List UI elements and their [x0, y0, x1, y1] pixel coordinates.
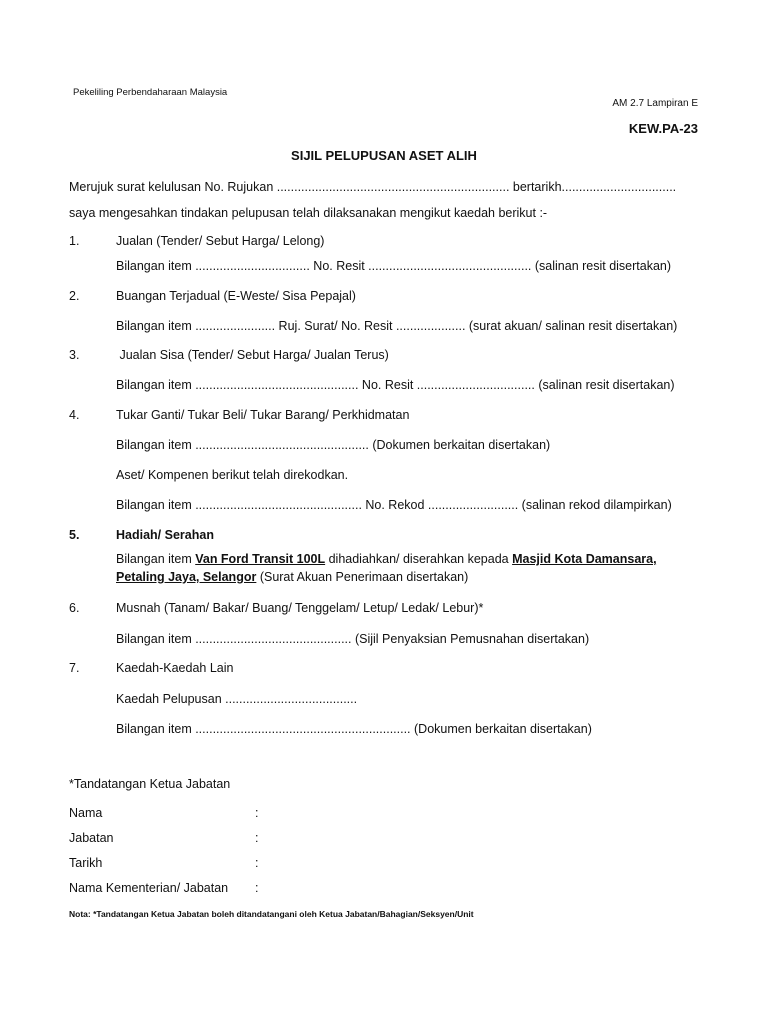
section-6-heading: Musnah (Tanam/ Bakar/ Buang/ Tenggelam/ Letup/ Ledak/ Lebur)*: [116, 601, 484, 615]
section-2-line: Bilangan item ....................... Ruj. Surat/ No. Resit .................... (surat akuan/ salinan resit disertakan): [116, 319, 678, 333]
gifted-item: Van Ford Transit 100L: [195, 552, 326, 566]
section-4-heading: Tukar Ganti/ Tukar Beli/ Tukar Barang/ Perkhidmatan: [116, 408, 410, 422]
signature-field-ministry-colon: :: [255, 881, 259, 895]
section-3-line: Bilangan item ............................................... No. Resit .................................. (salinan resit disertakan): [116, 378, 675, 392]
footnote: Nota: *Tandatangan Ketua Jabatan boleh ditandatangani oleh Ketua Jabatan/Bahagian/Seksyen/Unit: [69, 909, 474, 919]
section-3-number: 3.: [69, 348, 80, 362]
section-4-line-3: Bilangan item ................................................ No. Rekod .......................... (salinan rekod dilampirkan): [116, 498, 672, 512]
signature-field-name-colon: :: [255, 806, 259, 820]
intro-line-1: Merujuk surat kelulusan No. Rujukan ................................................................... bertarikh.................................: [69, 180, 677, 194]
signature-heading: *Tandatangan Ketua Jabatan: [69, 777, 231, 791]
section-5-suffix: (Surat Akuan Penerimaan disertakan): [256, 570, 469, 584]
section-3-heading: Jualan Sisa (Tender/ Sebut Harga/ Jualan Terus): [116, 348, 389, 362]
intro-line-2: saya mengesahkan tindakan pelupusan telah dilaksanakan mengikut kaedah berikut :-: [69, 206, 548, 220]
section-7-line-2: Bilangan item .............................................................. (Dokumen berkaitan disertakan): [116, 722, 592, 736]
appendix-reference: AM 2.7 Lampiran E: [612, 98, 698, 109]
circular-header: Pekeliling Perbendaharaan Malaysia: [73, 87, 228, 98]
signature-field-department-colon: :: [255, 831, 259, 845]
section-4-line-2: Aset/ Kompenen berikut telah direkodkan.: [116, 468, 349, 482]
recipient-line-2: Petaling Jaya, Selangor: [116, 570, 257, 584]
signature-field-date-colon: :: [255, 856, 259, 870]
signature-field-department-label: Jabatan: [69, 831, 114, 845]
section-6-line: Bilangan item ............................................. (Sijil Penyaksian Pemusnahan disertakan): [116, 632, 590, 646]
section-7-line-1: Kaedah Pelupusan ......................................: [116, 692, 358, 706]
section-7-number: 7.: [69, 661, 80, 675]
section-5-number: 5.: [69, 528, 80, 542]
section-2-number: 2.: [69, 289, 80, 303]
recipient-line-1: Masjid Kota Damansara,: [512, 552, 657, 566]
section-2-heading: Buangan Terjadual (E-Weste/ Sisa Pepajal): [116, 289, 356, 303]
signature-field-name-label: Nama: [69, 806, 103, 820]
signature-field-date-label: Tarikh: [69, 856, 103, 870]
form-code: KEW.PA-23: [628, 121, 698, 136]
document-title: SIJIL PELUPUSAN ASET ALIH: [291, 148, 477, 163]
section-5-prefix: Bilangan item: [116, 552, 196, 566]
section-5-detail-line-1: [116, 552, 657, 566]
section-7-heading: Kaedah-Kaedah Lain: [116, 661, 234, 675]
section-6-number: 6.: [69, 601, 80, 615]
section-5-middle: dihadiahkan/ diserahkan kepada: [325, 552, 513, 566]
section-1-number: 1.: [69, 234, 80, 248]
section-1-line: Bilangan item ................................. No. Resit ............................................... (salinan resit disertakan): [116, 259, 672, 273]
section-5-detail-line-2: [116, 570, 468, 584]
signature-field-ministry-label: Nama Kementerian/ Jabatan: [69, 881, 229, 895]
section-4-number: 4.: [69, 408, 80, 422]
section-1-heading: Jualan (Tender/ Sebut Harga/ Lelong): [116, 234, 325, 248]
section-5-heading: Hadiah/ Serahan: [116, 528, 214, 542]
section-4-line-1: Bilangan item .................................................. (Dokumen berkaitan disertakan): [116, 438, 551, 452]
